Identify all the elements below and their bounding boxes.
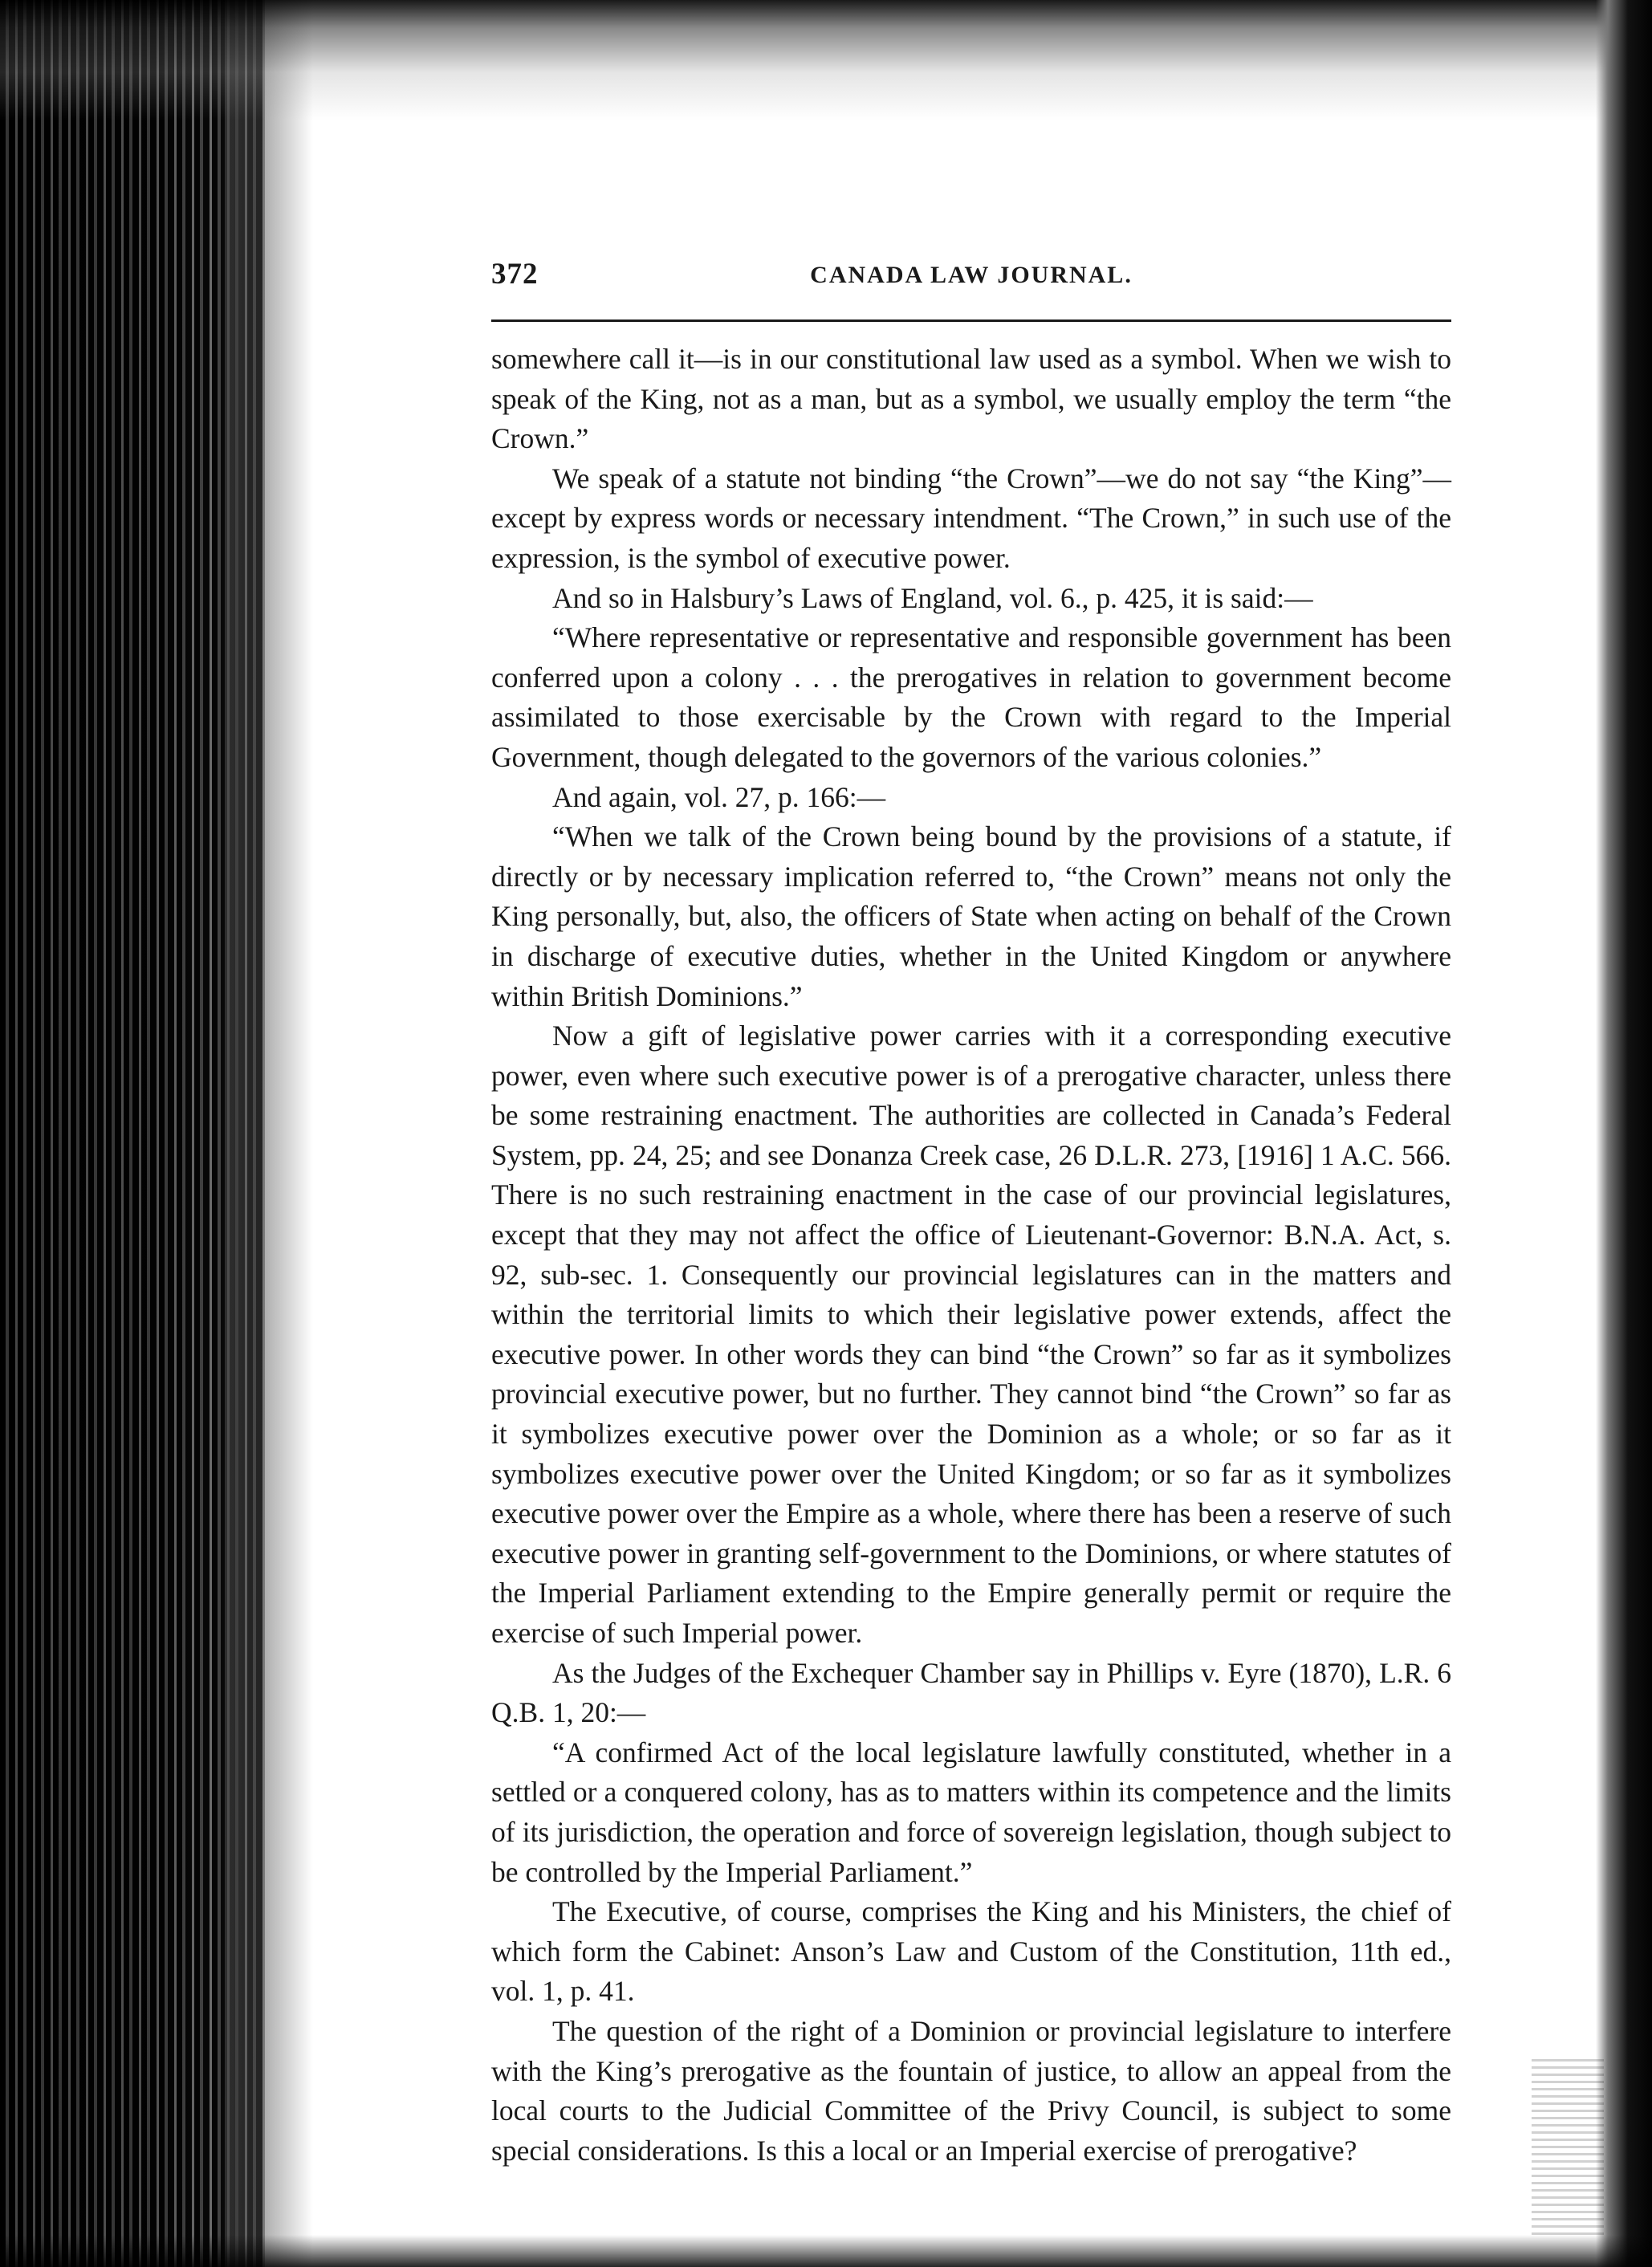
paragraph: Now a gift of legislative power carries with it a corresponding executive power, even where such executive power is of a prerogative character, unless there be some restraining enactment. The authorities are collected in Canada’s Federal System, pp. 24, 25; and see Donanza Creek case, 26 D.L.R. 273, [1916] 1 A.C. 566. There is no such restraining enactment in the case of our provincial legislatures, except that they may not affect the office of Lieutenant-Governor: B.N.A. Act, s. 92, sub-sec. 1. Consequently our provincial legislatures can in the matters and within the territorial limits to which their legislative power extends, affect the executive power. In other words they can bind “the Crown” so far as it symbolizes provincial executive power, but no further. They cannot bind “the Crown” so far as it symbolizes executive power over the Dominion as a whole; or so far as it symbolizes executive power over the United Kingdom; or so far as it symbolizes executive power over the Empire as a whole, where there has been a reserve of such executive power in granting self-government to the Dominions, or where statutes of the Imperial Parliament extending to the Empire generally permit or require the exercise of such Imperial power. <box>491 1020 1451 1649</box>
scan-binding-fade <box>225 0 313 2267</box>
scan-top-edge-shadow <box>0 0 1652 120</box>
paragraph-continued: somewhere call it—is in our constitutional law used as a symbol. When we wish to speak of the King, not as a man, but as a symbol, we usually employ the term “the Crown.” <box>491 343 1451 455</box>
running-header <box>491 257 1451 305</box>
scan-bottom-edge-shadow <box>0 2235 1652 2267</box>
page-number: 372 <box>491 258 539 291</box>
quotation-paragraph: “Where representative or representative and responsible government has been conferred upon a colony . . . the prerogatives in relation to government become assimilated to those exercisable by the Crown with regard to the Imperial Government, though delegated to the governors of the various colonies.” <box>491 621 1451 773</box>
header-rule <box>491 319 1451 322</box>
paragraph: We speak of a statute not binding “the Crown”—we do not say “the King”—except by express words or necessary intendment. “The Crown,” in such use of the expression, is the symbol of executive power. <box>491 462 1451 574</box>
paragraph: And again, vol. 27, p. 166:— <box>552 780 886 813</box>
paragraph: And so in Halsbury’s Laws of England, vol. 6., p. 425, it is said:— <box>552 581 1313 614</box>
running-title: CANADA LAW JOURNAL. <box>810 262 1133 288</box>
document-body <box>491 340 1451 2171</box>
scan-right-edge-shadow <box>1596 0 1652 2267</box>
paragraph: The question of the right of a Dominion or provincial legislature to interfere with the King’s prerogative as the fountain of justice, to allow an appeal from the local courts to the Judicial Committee of the Privy Council, is subject to some special considerations. Is this a local or an Imperial exercise of prerogative? <box>491 2014 1451 2167</box>
paragraph: As the Judges of the Exchequer Chamber say in Phillips v. Eyre (1870), L.R. 6 Q.B. 1, 20:— <box>491 1656 1451 1729</box>
document-page <box>491 257 1451 2167</box>
quotation-paragraph: “A confirmed Act of the local legislature lawfully constituted, whether in a settled or a conquered colony, has as to matters within its competence and the limits of its jurisdiction, the operation and force of sovereign legislation, though subject to be controlled by the Imperial Parliament.” <box>491 1736 1451 1888</box>
quotation-paragraph: “When we talk of the Crown being bound by the provisions of a statute, if directly or by necessary implication referred to, “the Crown” means not only the King personally, but, also, the officers of State when acting on behalf of the Crown in discharge of executive duties, whether in the United Kingdom or anywhere within British Dominions.” <box>491 820 1451 1012</box>
scan-corner-noise <box>1532 2058 1604 2235</box>
paragraph: The Executive, of course, comprises the King and his Ministers, the chief of which form the Cabinet: Anson’s Law and Custom of the Constitution, 11th ed., vol. 1, p. 41. <box>491 1895 1451 2008</box>
